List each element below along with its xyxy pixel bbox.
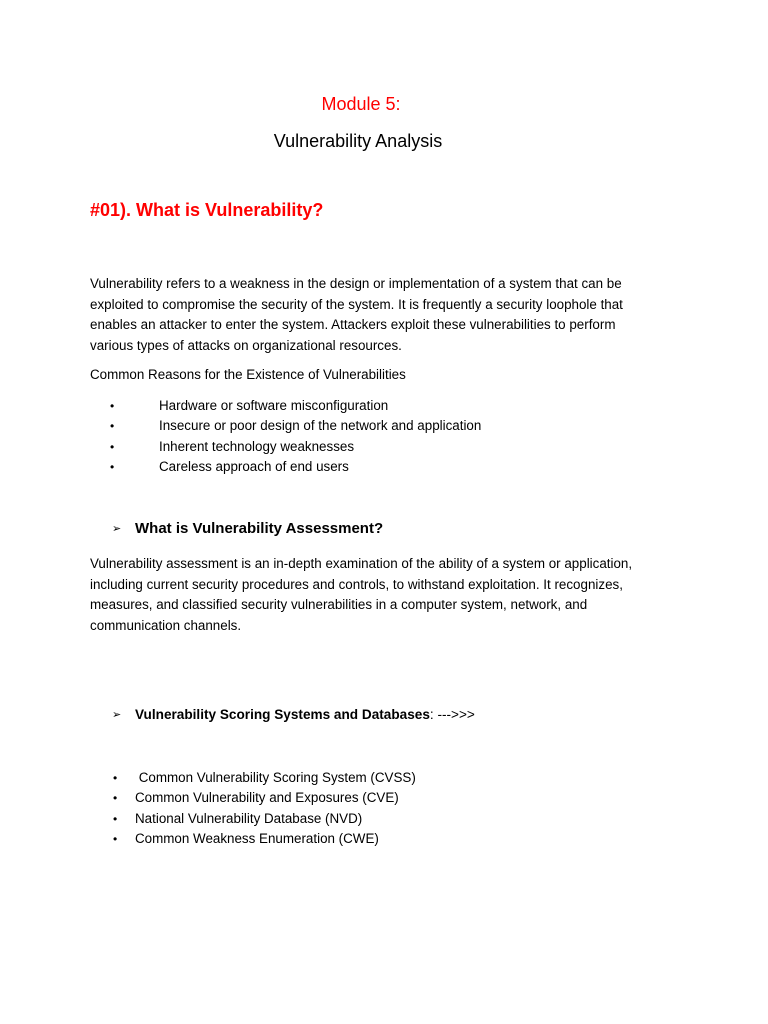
assessment-paragraph xyxy=(90,554,670,637)
bullet-icon: • xyxy=(113,791,118,806)
subject-title: Vulnerability Analysis xyxy=(273,131,443,151)
assessment-paragraph-line: Vulnerability assessment is an in-depth examination of the ability of a system or application, xyxy=(90,556,633,571)
list-item-text: Common Vulnerability and Exposures (CVE) xyxy=(135,790,399,806)
list-item-text: Careless approach of end users xyxy=(159,459,349,475)
list-item-text: Common Weakness Enumeration (CWE) xyxy=(135,830,379,846)
intro-paragraph-line: enables an attacker to enter the system. Attackers exploit these vulnerabilities to perform xyxy=(90,317,616,333)
scoring-heading xyxy=(112,707,475,722)
assessment-paragraph-line: communication channels. xyxy=(90,618,242,634)
module-title: Module 5: xyxy=(321,94,401,114)
arrow-bullet-icon: ➢ xyxy=(112,523,122,535)
list-item-text: Common Vulnerability Scoring System (CVSS) xyxy=(135,770,416,785)
reasons-label: Common Reasons for the Existence of Vulnerabilities xyxy=(90,367,406,382)
list-item-text: National Vulnerability Database (NVD) xyxy=(135,810,363,826)
scoring-heading-suffix: : --->>> xyxy=(429,707,475,722)
bullet-icon: • xyxy=(110,439,115,454)
bullet-icon: • xyxy=(113,771,118,785)
bullet-icon: • xyxy=(110,399,115,413)
bullet-icon: • xyxy=(113,831,118,846)
intro-paragraph-line: Vulnerability refers to a weakness in the design or implementation of a system that can be xyxy=(90,276,622,291)
assessment-heading xyxy=(112,520,383,537)
intro-paragraph-line: exploited to compromise the security of the system. It is frequently a security loophole that xyxy=(90,296,623,312)
intro-paragraph xyxy=(90,274,670,357)
section-heading: #01). What is Vulnerability? xyxy=(90,200,324,220)
intro-paragraph-line: various types of attacks on organizational resources. xyxy=(90,338,402,354)
bullet-icon: • xyxy=(110,419,115,434)
list-item-text: Hardware or software misconfiguration xyxy=(159,398,389,413)
assessment-heading-text: What is Vulnerability Assessment? xyxy=(135,520,384,537)
assessment-paragraph-line: measures, and classified security vulnerabilities in a computer system, network, and xyxy=(90,597,588,613)
scoring-heading-text: Vulnerability Scoring Systems and Databases xyxy=(135,707,430,722)
assessment-paragraph-line: including current security procedures and controls, to withstand exploitation. It recognizes, xyxy=(90,576,623,592)
bullet-icon: • xyxy=(113,811,118,826)
list-item-text: Insecure or poor design of the network and application xyxy=(159,418,482,434)
arrow-bullet-icon: ➢ xyxy=(112,709,122,721)
list-item-text: Inherent technology weaknesses xyxy=(159,438,355,454)
bullet-icon: • xyxy=(110,460,115,475)
